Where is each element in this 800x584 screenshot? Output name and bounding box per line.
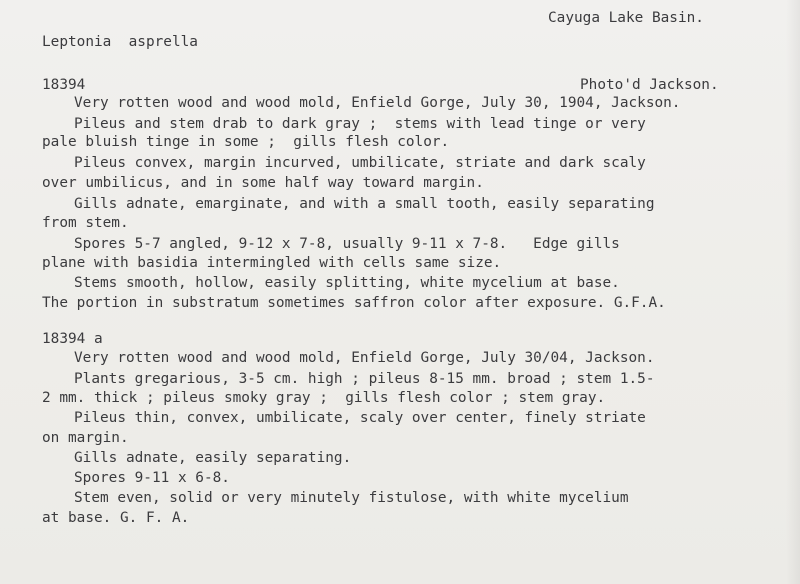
note-line: from stem. <box>42 215 129 231</box>
note-line: Very rotten wood and wood mold, Enfield Gorge, July 30/04, Jackson. <box>74 350 655 366</box>
specimen-number: 18394 a <box>42 331 103 347</box>
note-line: plane with basidia intermingled with cells same size. <box>42 255 502 271</box>
photo-credit: Photo'd Jackson. <box>580 77 719 93</box>
note-line: Gills adnate, easily separating. <box>74 450 352 466</box>
note-line: Gills adnate, emarginate, and with a small tooth, easily separating <box>74 196 655 212</box>
note-line: pale bluish tinge in some ; gills flesh color. <box>42 134 450 150</box>
note-line: Very rotten wood and wood mold, Enfield Gorge, July 30, 1904, Jackson. <box>74 95 681 111</box>
note-line: Stem even, solid or very minutely fistulose, with white mycelium <box>74 490 629 506</box>
species-name: Leptonia asprella <box>42 34 198 50</box>
note-line: on margin. <box>42 430 129 446</box>
card-edge-shadow <box>786 0 800 584</box>
location-heading: Cayuga Lake Basin. <box>548 10 704 26</box>
specimen-number: 18394 <box>42 77 86 93</box>
note-line: Spores 5-7 angled, 9-12 x 7-8, usually 9-11 x 7-8. Edge gills <box>74 236 620 252</box>
note-line: Spores 9-11 x 6-8. <box>74 470 230 486</box>
note-line: Pileus thin, convex, umbilicate, scaly over center, finely striate <box>74 410 646 426</box>
note-line: 2 mm. thick ; pileus smoky gray ; gills flesh color ; stem gray. <box>42 390 606 406</box>
note-line: Pileus and stem drab to dark gray ; stems with lead tinge or very <box>74 116 646 132</box>
note-line: Pileus convex, margin incurved, umbilicate, striate and dark scaly <box>74 155 646 171</box>
note-line: over umbilicus, and in some half way toward margin. <box>42 175 484 191</box>
note-line: Stems smooth, hollow, easily splitting, white mycelium at base. <box>74 275 620 291</box>
note-line: at base. G. F. A. <box>42 510 190 526</box>
note-line: The portion in substratum sometimes saffron color after exposure. G.F.A. <box>42 295 666 311</box>
note-line: Plants gregarious, 3-5 cm. high ; pileus 8-15 mm. broad ; stem 1.5- <box>74 371 655 387</box>
